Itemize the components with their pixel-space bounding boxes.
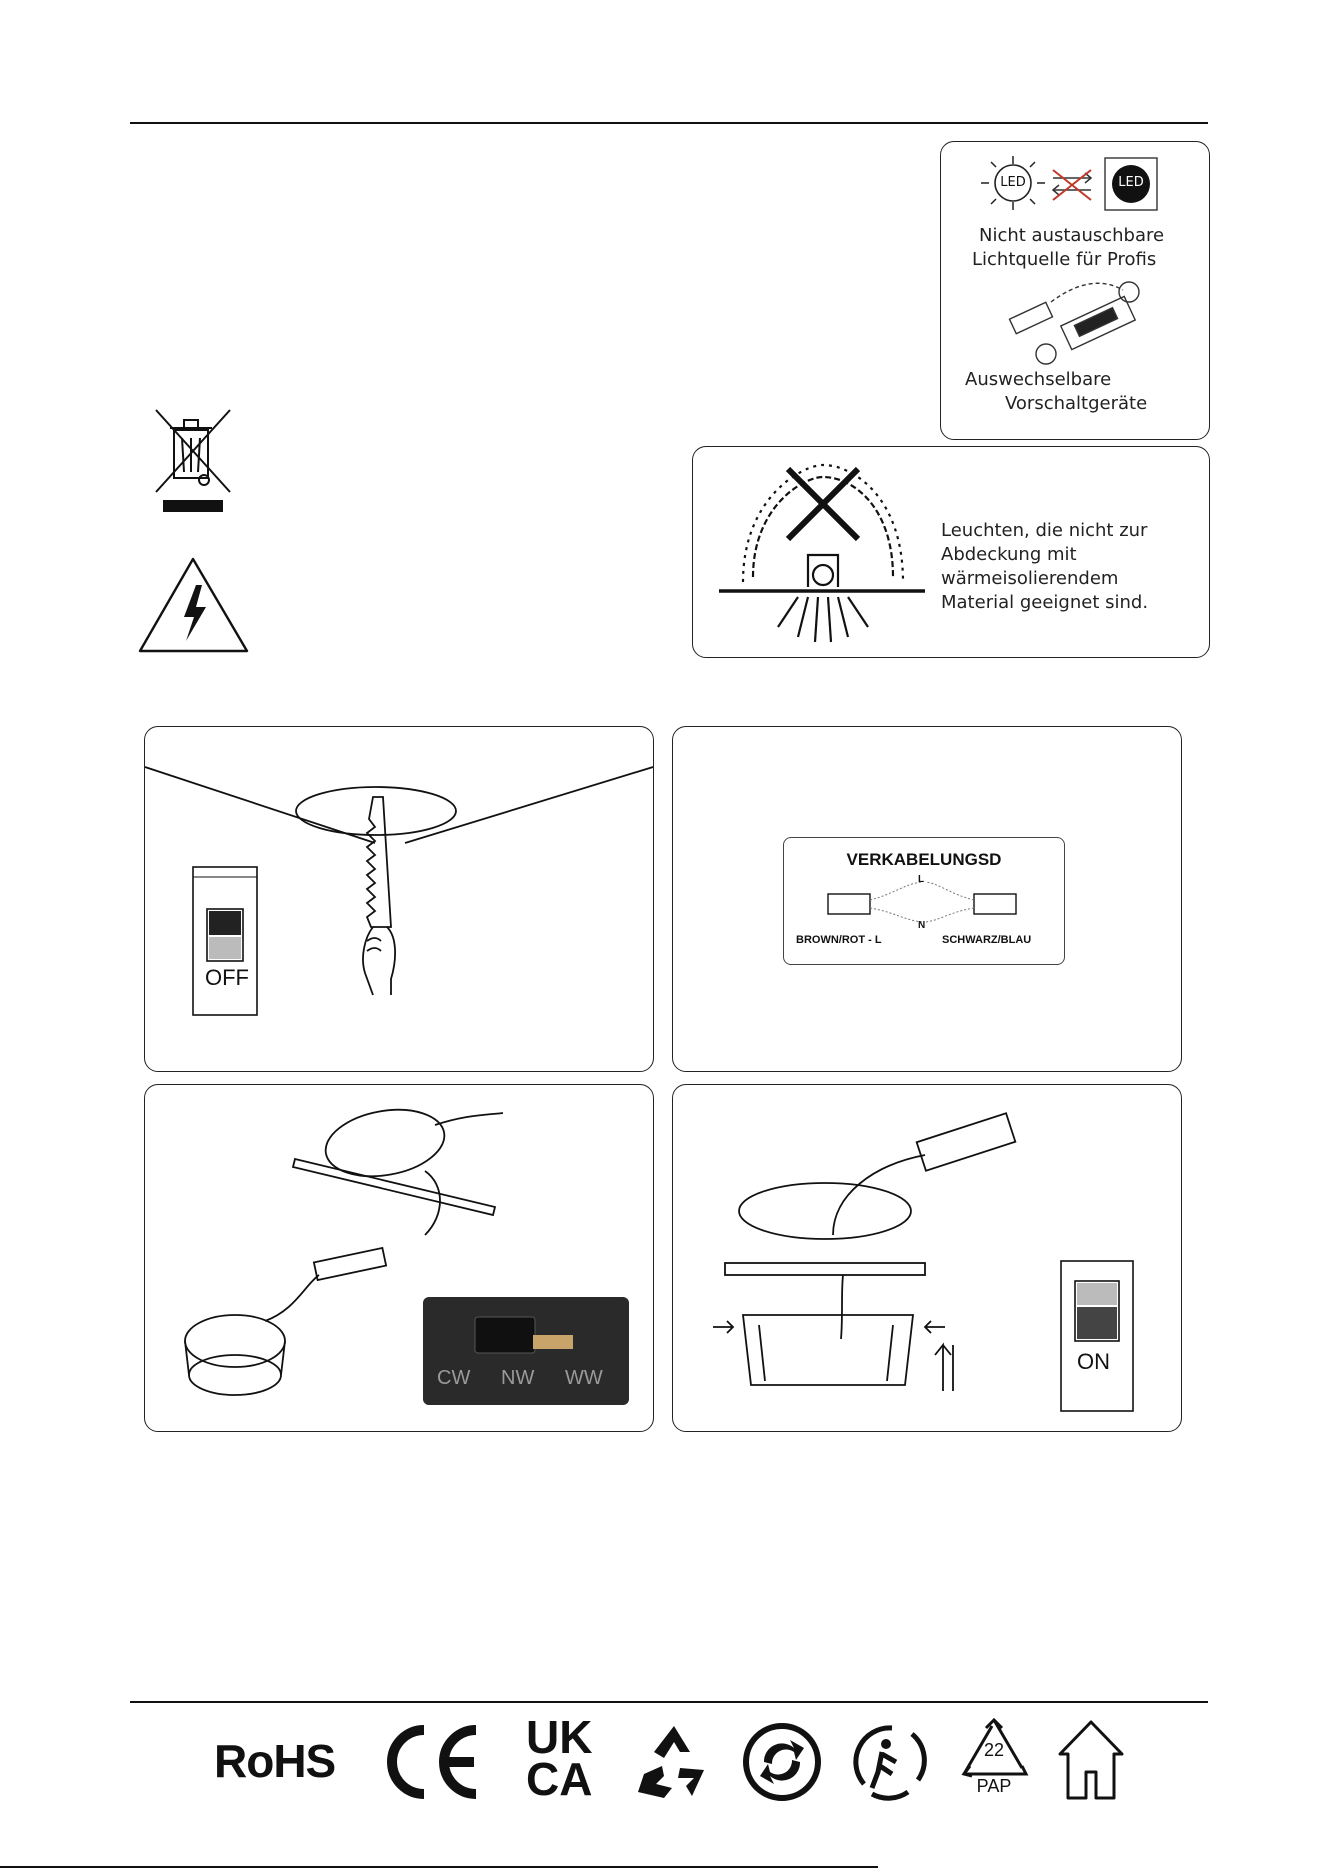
switch-on-label: ON bbox=[1077, 1349, 1110, 1374]
replaceable-line1: Auswechselbare bbox=[965, 369, 1112, 390]
ce-mark-logo bbox=[380, 1722, 484, 1802]
insulation-line4: Material geeignet sind. bbox=[941, 592, 1149, 613]
pap-number: 22 bbox=[983, 1740, 1005, 1760]
led-label-dark: LED bbox=[1118, 175, 1144, 190]
wiring-diagram bbox=[783, 837, 1065, 965]
wire-l-label: L bbox=[918, 874, 925, 885]
step-connect-panel bbox=[144, 1084, 654, 1432]
step-install-panel bbox=[672, 1084, 1182, 1432]
cct-option-ww: WW bbox=[565, 1367, 603, 1389]
install-illustration bbox=[673, 1085, 1181, 1431]
high-voltage-warning-icon bbox=[136, 555, 251, 655]
wiring-left-label: BROWN/ROT - L bbox=[796, 934, 882, 946]
insulation-warning-box bbox=[692, 446, 1210, 658]
page-bottom-line bbox=[0, 1866, 878, 1868]
wiring-right-label: SCHWARZ/BLAU bbox=[942, 934, 1032, 946]
replaceable-line2: Vorschaltgeräte bbox=[1005, 393, 1148, 414]
insulation-line1: Leuchten, die nicht zur bbox=[941, 520, 1148, 541]
switch-off-label: OFF bbox=[205, 965, 249, 990]
green-dot-icon bbox=[742, 1722, 822, 1802]
pap-recycling-icon bbox=[956, 1718, 1032, 1802]
recycling-icon bbox=[634, 1722, 714, 1802]
step-wiring-panel bbox=[672, 726, 1182, 1072]
cct-option-cw: CW bbox=[437, 1367, 471, 1389]
rohs-logo: RoHS bbox=[214, 1735, 336, 1787]
cut-hole-illustration bbox=[145, 727, 653, 1071]
ukca-logo-line1: UK bbox=[526, 1711, 593, 1763]
top-rule bbox=[130, 122, 1208, 124]
step-cut-hole-panel bbox=[144, 726, 654, 1072]
light-source-info-box bbox=[940, 141, 1210, 440]
bottom-rule bbox=[130, 1701, 1208, 1703]
led-label-light: LED bbox=[1000, 175, 1026, 190]
insulation-line2: Abdeckung mit bbox=[941, 544, 1077, 565]
weee-bin-icon bbox=[150, 408, 236, 514]
wiring-title: VERKABELUNGSD bbox=[846, 850, 1002, 869]
non-replaceable-line2: Lichtquelle für Profis bbox=[972, 249, 1157, 270]
triman-icon bbox=[852, 1722, 932, 1802]
insulation-line3: wärmeisolierendem bbox=[941, 568, 1119, 589]
non-replaceable-line1: Nicht austauschbare bbox=[979, 225, 1165, 246]
pap-label: PAP bbox=[976, 1776, 1012, 1796]
wire-n-label: N bbox=[918, 920, 926, 931]
ukca-logo-line2: CA bbox=[526, 1753, 593, 1805]
cct-option-nw: NW bbox=[501, 1367, 535, 1389]
home-icon bbox=[1056, 1718, 1126, 1802]
